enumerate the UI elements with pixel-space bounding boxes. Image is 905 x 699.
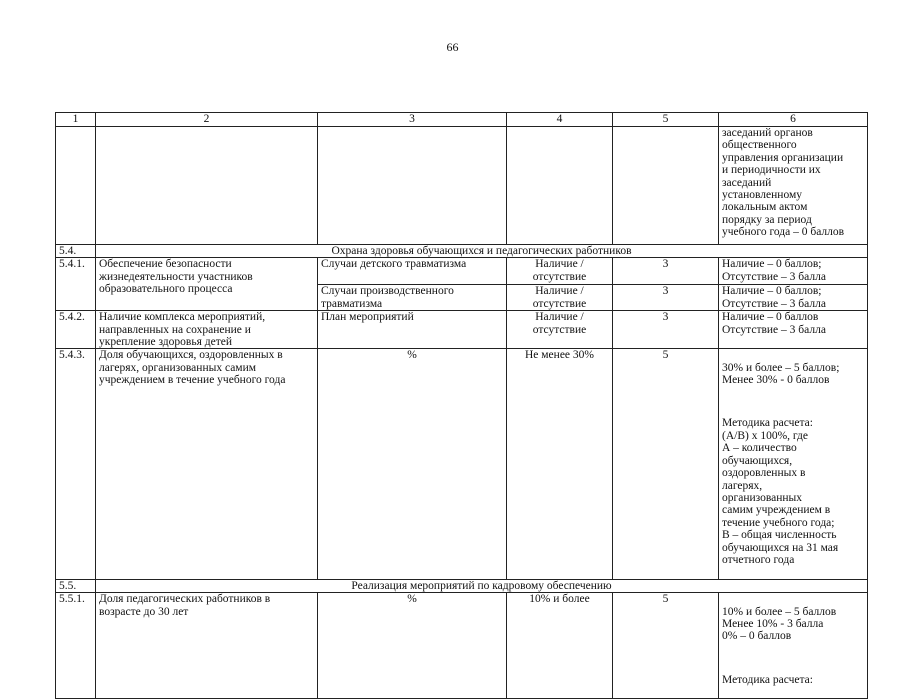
indicator-cell: Обеспечение безопасности жизнедеятельности участников образовательного процесса [96,258,318,311]
score-cell: 3 [613,311,719,349]
indicator-cell: Доля педагогических работников в возрасте до 30 лет [96,593,318,699]
cont-cell-3 [318,127,507,245]
indicator-cell: Наличие комплекса мероприятий, направленных на сохранение и укрепление здоровья детей [96,311,318,349]
criteria-cell: Наличие – 0 баллов; Отсутствие – 3 балла [719,285,868,311]
row-number: 5.5.1. [56,593,96,699]
criteria-text: 10% и более – 5 баллов Менее 10% - 3 балла 0% – 0 баллов [722,605,837,643]
score-cell: 3 [613,285,719,311]
cont-criteria: заседаний органов общественного управления организации и периодичности их заседаний установленному локальным актом порядку за период учебного года – 0 баллов [719,127,868,245]
header-col-3: 3 [318,113,507,127]
table-header-row [56,113,868,127]
method-text: Методика расчета: [722,673,813,686]
row-number: 5.4.2. [56,311,96,349]
score-cell: 3 [613,258,719,285]
measure-cell: План мероприятий [318,311,507,349]
cont-cell-1 [56,127,96,245]
header-col-4: 4 [507,113,613,127]
criteria-text: 30% и более – 5 баллов; Менее 30% - 0 баллов [722,361,840,387]
section-title: Охрана здоровья обучающихся и педагогических работников [96,245,868,258]
cont-cell-5 [613,127,719,245]
criteria-cell: Наличие – 0 баллов; Отсутствие – 3 балла [719,258,868,285]
header-col-5: 5 [613,113,719,127]
header-col-2: 2 [96,113,318,127]
cont-cell-4 [507,127,613,245]
table-row-5-4-2 [56,311,868,349]
value-cell: Наличие / отсутствие [507,285,613,311]
value-cell: Наличие / отсутствие [507,258,613,285]
header-col-1: 1 [56,113,96,127]
measure-cell: Случаи детского травматизма [318,258,507,285]
table-row-5-5-1 [56,593,868,699]
value-cell: 10% и более [507,593,613,699]
section-row-5-5 [56,579,868,592]
table-row-5-4-1a [56,258,868,285]
criteria-cell [719,349,868,579]
measure-cell: Случаи производственного травматизма [318,285,507,311]
criteria-cell [719,593,868,699]
cont-cell-2 [96,127,318,245]
page-number: 66 [446,40,459,54]
indicator-cell: Доля обучающихся, оздоровленных в лагерях, организованных самим учреждением в течение учебного года [96,349,318,579]
value-cell: Не менее 30% [507,349,613,579]
row-number: 5.4.1. [56,258,96,311]
method-text: Методика расчета: (А/В) х 100%, где А – количество обучающихся, оздоровленных в лагерях, организованных самим учреждением в течение учебного года; В – общая численность обучающихся на 31 мая отчетного года [722,417,839,566]
value-cell: Наличие / отсутствие [507,311,613,349]
section-title: Реализация мероприятий по кадровому обеспечению [96,579,868,592]
measure-cell: % [318,349,507,579]
continuation-row [56,127,868,245]
score-cell: 5 [613,593,719,699]
criteria-cell: Наличие – 0 баллов Отсутствие – 3 балла [719,311,868,349]
measure-cell: % [318,593,507,699]
criteria-table [55,112,868,699]
table-row-5-4-3 [56,349,868,579]
section-number: 5.5. [56,579,96,592]
row-number: 5.4.3. [56,349,96,579]
section-row-5-4 [56,245,868,258]
score-cell: 5 [613,349,719,579]
header-col-6: 6 [719,113,868,127]
section-number: 5.4. [56,245,96,258]
